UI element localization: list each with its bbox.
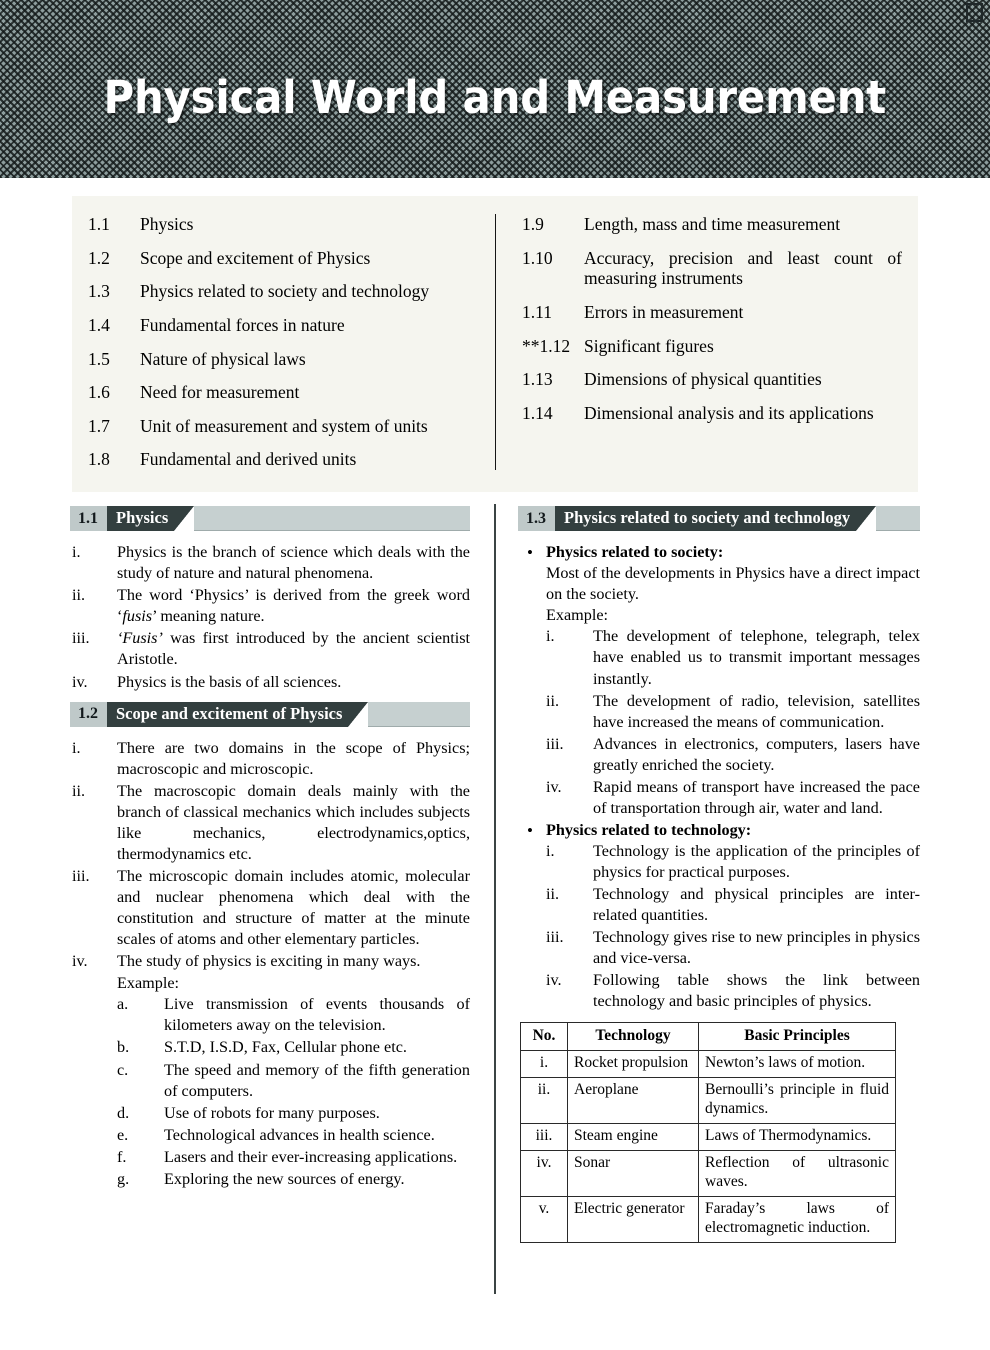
toc-entry[interactable]	[522, 248, 902, 289]
section-tail-bar	[194, 506, 470, 531]
table-row	[521, 1051, 896, 1078]
list-item	[70, 585, 470, 627]
toc-entry-label: Accuracy, precision and least count of measuring instruments	[584, 247, 902, 289]
list-marker: g.	[117, 1169, 130, 1188]
toc-entry-number: 1.6	[88, 382, 110, 403]
cell-technology: Rocket propulsion	[568, 1051, 699, 1078]
example-block	[117, 973, 470, 1190]
bullet-heading: Physics related to technology:	[546, 820, 752, 839]
cell-principle: Bernoulli’s principle in fluid dynamics.	[699, 1078, 896, 1124]
list-text-pre: The word ‘Physics’ is derived from the greek word ‘	[117, 586, 470, 626]
content-column-left	[70, 504, 488, 1294]
cell-no: iii.	[521, 1124, 568, 1151]
toc-entry[interactable]	[522, 369, 902, 390]
section-slant-decor	[348, 702, 368, 727]
list-marker: i.	[72, 543, 81, 562]
list-item	[117, 1169, 470, 1190]
bullet-intro: Most of the developments in Physics have a direct impact on the society.	[546, 564, 920, 604]
list-item	[117, 1037, 470, 1058]
list-text: The development of radio, television, satellites have increased the means of communication.	[593, 691, 920, 731]
toc-entry-label: Unit of measurement and system of units	[140, 415, 428, 436]
section-1-2-list	[70, 738, 470, 1190]
toc-entry-label: Fundamental forces in nature	[140, 314, 345, 335]
toc-wrapper	[0, 178, 990, 492]
list-item	[70, 866, 470, 950]
toc-entry[interactable]	[88, 349, 473, 370]
list-marker: ii.	[546, 885, 560, 904]
list-marker: iii.	[72, 629, 90, 648]
table-header-row	[521, 1022, 896, 1051]
list-item	[546, 927, 920, 969]
bullet-icon: •	[527, 543, 533, 563]
toc-entry-label: Dimensional analysis and its applications	[584, 402, 874, 423]
toc-entry-number: 1.11	[522, 301, 552, 322]
list-text: Technology gives rise to new principles in physics and vice-versa.	[593, 928, 920, 968]
section-title: Scope and excitement of Physics	[107, 702, 348, 727]
list-marker: i.	[72, 738, 81, 757]
cell-principle: Reflection of ultrasonic waves.	[699, 1151, 896, 1197]
list-marker: f.	[117, 1147, 127, 1166]
list-marker: iii.	[546, 928, 564, 947]
list-item	[546, 777, 920, 819]
bullet-content	[546, 820, 920, 1014]
toc-entry-number: 1.14	[522, 402, 553, 423]
section-tail-bar	[368, 702, 470, 727]
section-1-1-list	[70, 542, 470, 692]
list-marker: ii.	[72, 586, 86, 605]
toc-entry-label: Scope and excitement of Physics	[140, 247, 371, 268]
toc-entry-number: 1.5	[88, 348, 110, 369]
toc-entry-number: 1.1	[88, 214, 110, 234]
cell-no: ii.	[521, 1078, 568, 1124]
toc-entry-number: 1.7	[88, 415, 110, 436]
list-marker: b.	[117, 1038, 130, 1057]
list-marker: e.	[117, 1125, 129, 1144]
page-title-banner	[0, 0, 990, 178]
list-item	[546, 626, 920, 689]
toc-entry-number: 1.8	[88, 449, 110, 470]
list-marker: iii.	[72, 866, 90, 885]
table-header-no: No.	[521, 1022, 568, 1051]
column-divider-wrapper	[488, 504, 502, 1294]
table-row	[521, 1124, 896, 1151]
section-number: 1.1	[70, 506, 107, 531]
cell-technology: Electric generator	[568, 1196, 699, 1242]
list-marker: ii.	[546, 691, 560, 710]
list-marker: a.	[117, 995, 129, 1014]
list-item	[546, 970, 920, 1012]
list-text	[117, 585, 470, 627]
section-number: 1.3	[518, 506, 555, 531]
table-header-principles: Basic Principles	[699, 1022, 896, 1051]
cell-principle: Faraday’s laws of electromagnetic induction.	[699, 1196, 896, 1242]
toc-column-right	[495, 214, 902, 470]
toc-entry[interactable]	[88, 214, 473, 235]
list-text: There are two domains in the scope of Physics; macroscopic and microscopic.	[117, 738, 470, 778]
list-item	[70, 781, 470, 865]
list-marker: i.	[546, 842, 555, 860]
list-item	[546, 841, 920, 883]
cell-technology: Aeroplane	[568, 1078, 699, 1124]
corner-mark-icon	[966, 3, 983, 22]
list-marker: iv.	[546, 971, 562, 990]
list-text: S.T.D, I.S.D, Fax, Cellular phone etc.	[164, 1038, 407, 1057]
page-title: Physical World and Measurement	[103, 70, 887, 124]
section-number: 1.2	[70, 702, 107, 727]
list-text: The microscopic domain includes atomic, molecular and nuclear phenomena which deal with the constitution and structure of matter at the minute scales of atoms and other elementary particles.	[117, 866, 470, 949]
section-slant-decor	[174, 506, 194, 531]
list-marker: c.	[117, 1060, 129, 1079]
list-text: Technology is the application of the principles of physics for practical purposes.	[593, 842, 920, 882]
toc-entry[interactable]	[88, 281, 473, 302]
list-marker: ii.	[72, 781, 86, 800]
list-item	[117, 1125, 470, 1146]
bullet-icon: •	[527, 820, 533, 840]
list-text: Rapid means of transport have increased the pace of transportation through air, water and land.	[593, 777, 920, 817]
list-text: The speed and memory of the fifth generation of computers.	[164, 1060, 470, 1100]
example-label: Example:	[546, 606, 609, 625]
list-marker: iv.	[72, 952, 88, 971]
list-text: Technology and physical principles are inter-related quantities.	[593, 885, 920, 925]
cell-technology: Steam engine	[568, 1124, 699, 1151]
toc-entry-number: 1.10	[522, 247, 553, 268]
toc-entry[interactable]	[522, 403, 902, 424]
cell-no: i.	[521, 1051, 568, 1078]
list-text-post: was first introduced by the ancient scientist Aristotle.	[117, 629, 470, 669]
cell-no: iv.	[521, 1151, 568, 1197]
column-divider	[494, 504, 496, 1294]
list-item	[70, 628, 470, 670]
list-text: The study of physics is exciting in many ways.	[117, 952, 421, 971]
bullet-block-society	[518, 542, 920, 820]
toc-entry-label: Length, mass and time measurement	[584, 214, 841, 234]
body-content	[0, 492, 990, 1294]
list-text: Live transmission of events thousands of kilometers away on the television.	[164, 995, 470, 1035]
toc-entry[interactable]	[88, 315, 473, 336]
list-item	[117, 1103, 470, 1124]
toc-entry-label: Errors in measurement	[584, 301, 744, 322]
list-item	[70, 738, 470, 780]
toc-entry[interactable]	[88, 416, 473, 437]
toc-entry[interactable]	[522, 302, 902, 323]
list-text: Exploring the new sources of energy.	[164, 1169, 405, 1188]
toc-entry[interactable]	[522, 336, 902, 357]
list-item	[117, 1060, 470, 1102]
toc-entry-number: **1.12	[522, 335, 571, 356]
toc-entry-number: 1.4	[88, 314, 110, 335]
list-item	[70, 542, 470, 584]
table-row	[521, 1151, 896, 1197]
table-row	[521, 1078, 896, 1124]
toc-entry-label: Need for measurement	[140, 382, 300, 403]
cell-principle: Newton’s laws of motion.	[699, 1051, 896, 1078]
list-text: Physics is the branch of science which deals with the study of nature and natural phenomena.	[117, 543, 470, 583]
bullet-block-technology	[518, 820, 920, 1014]
cell-technology: Sonar	[568, 1151, 699, 1197]
list-text: Technological advances in health science.	[164, 1125, 435, 1144]
toc-entry-label: Physics related to society and technology	[140, 281, 430, 302]
section-header-1-2	[70, 702, 470, 727]
toc-entry-label: Dimensions of physical quantities	[584, 369, 822, 390]
toc-entry-label: Significant figures	[584, 335, 714, 356]
toc-entry-label: Nature of physical laws	[140, 348, 306, 369]
table-row	[521, 1196, 896, 1242]
list-item	[70, 951, 470, 972]
bullet-content	[546, 542, 920, 820]
list-marker: iv.	[546, 777, 562, 796]
cell-principle: Laws of Thermodynamics.	[699, 1124, 896, 1151]
list-item	[546, 734, 920, 776]
section-title: Physics related to society and technology	[555, 506, 856, 531]
toc-entry[interactable]	[88, 248, 473, 269]
list-item	[546, 884, 920, 926]
list-marker: iii.	[546, 734, 564, 753]
list-text: Advances in electronics, computers, lasers have greatly enriched the society.	[593, 734, 920, 774]
cell-no: v.	[521, 1196, 568, 1242]
list-item	[117, 994, 470, 1036]
list-text: Lasers and their ever-increasing applications.	[164, 1147, 458, 1166]
list-text: The macroscopic domain deals mainly with the branch of classical mechanics which includes subjects like mechanics, electrodynamics,optics, thermodynamics etc.	[117, 781, 470, 863]
list-item	[70, 672, 470, 693]
table-header-technology: Technology	[568, 1022, 699, 1051]
list-text: Use of robots for many purposes.	[164, 1103, 380, 1122]
toc-entry-number: 1.3	[88, 281, 110, 302]
list-text: The development of telephone, telegraph, telex have enabled us to transmit important messages instantly.	[593, 627, 920, 688]
list-item	[546, 691, 920, 733]
section-header-1-1	[70, 506, 470, 531]
toc-entry-number: 1.2	[88, 247, 110, 268]
toc-entry[interactable]	[88, 449, 473, 470]
section-tail-bar	[876, 506, 920, 531]
list-text	[117, 628, 470, 670]
section-title: Physics	[107, 506, 174, 531]
section-header-1-3	[518, 506, 920, 531]
list-marker: d.	[117, 1103, 130, 1122]
list-text-italic: fusis	[122, 607, 153, 626]
toc-entry-number: 1.9	[522, 214, 544, 234]
list-marker: i.	[546, 627, 555, 646]
toc-entry-number: 1.13	[522, 369, 553, 390]
toc-entry[interactable]	[88, 382, 473, 403]
list-text: Following table shows the link between technology and basic principles of physics.	[593, 971, 920, 1011]
list-marker: iv.	[72, 672, 88, 691]
example-label: Example:	[117, 974, 180, 993]
toc-entry[interactable]	[522, 214, 902, 235]
list-text: Physics is the basis of all sciences.	[117, 672, 342, 691]
toc-entry-label: Fundamental and derived units	[140, 449, 357, 470]
toc-column-left	[88, 214, 495, 470]
technology-principles-table	[520, 1022, 896, 1243]
section-slant-decor	[856, 506, 876, 531]
list-item	[117, 1147, 470, 1168]
content-column-right	[502, 504, 920, 1294]
list-text-post: ’ meaning nature.	[152, 607, 265, 626]
bullet-heading: Physics related to society:	[546, 543, 724, 562]
table-of-contents	[72, 196, 918, 492]
list-text-italic: ‘Fusis’	[117, 629, 163, 648]
toc-entry-label: Physics	[140, 214, 194, 234]
